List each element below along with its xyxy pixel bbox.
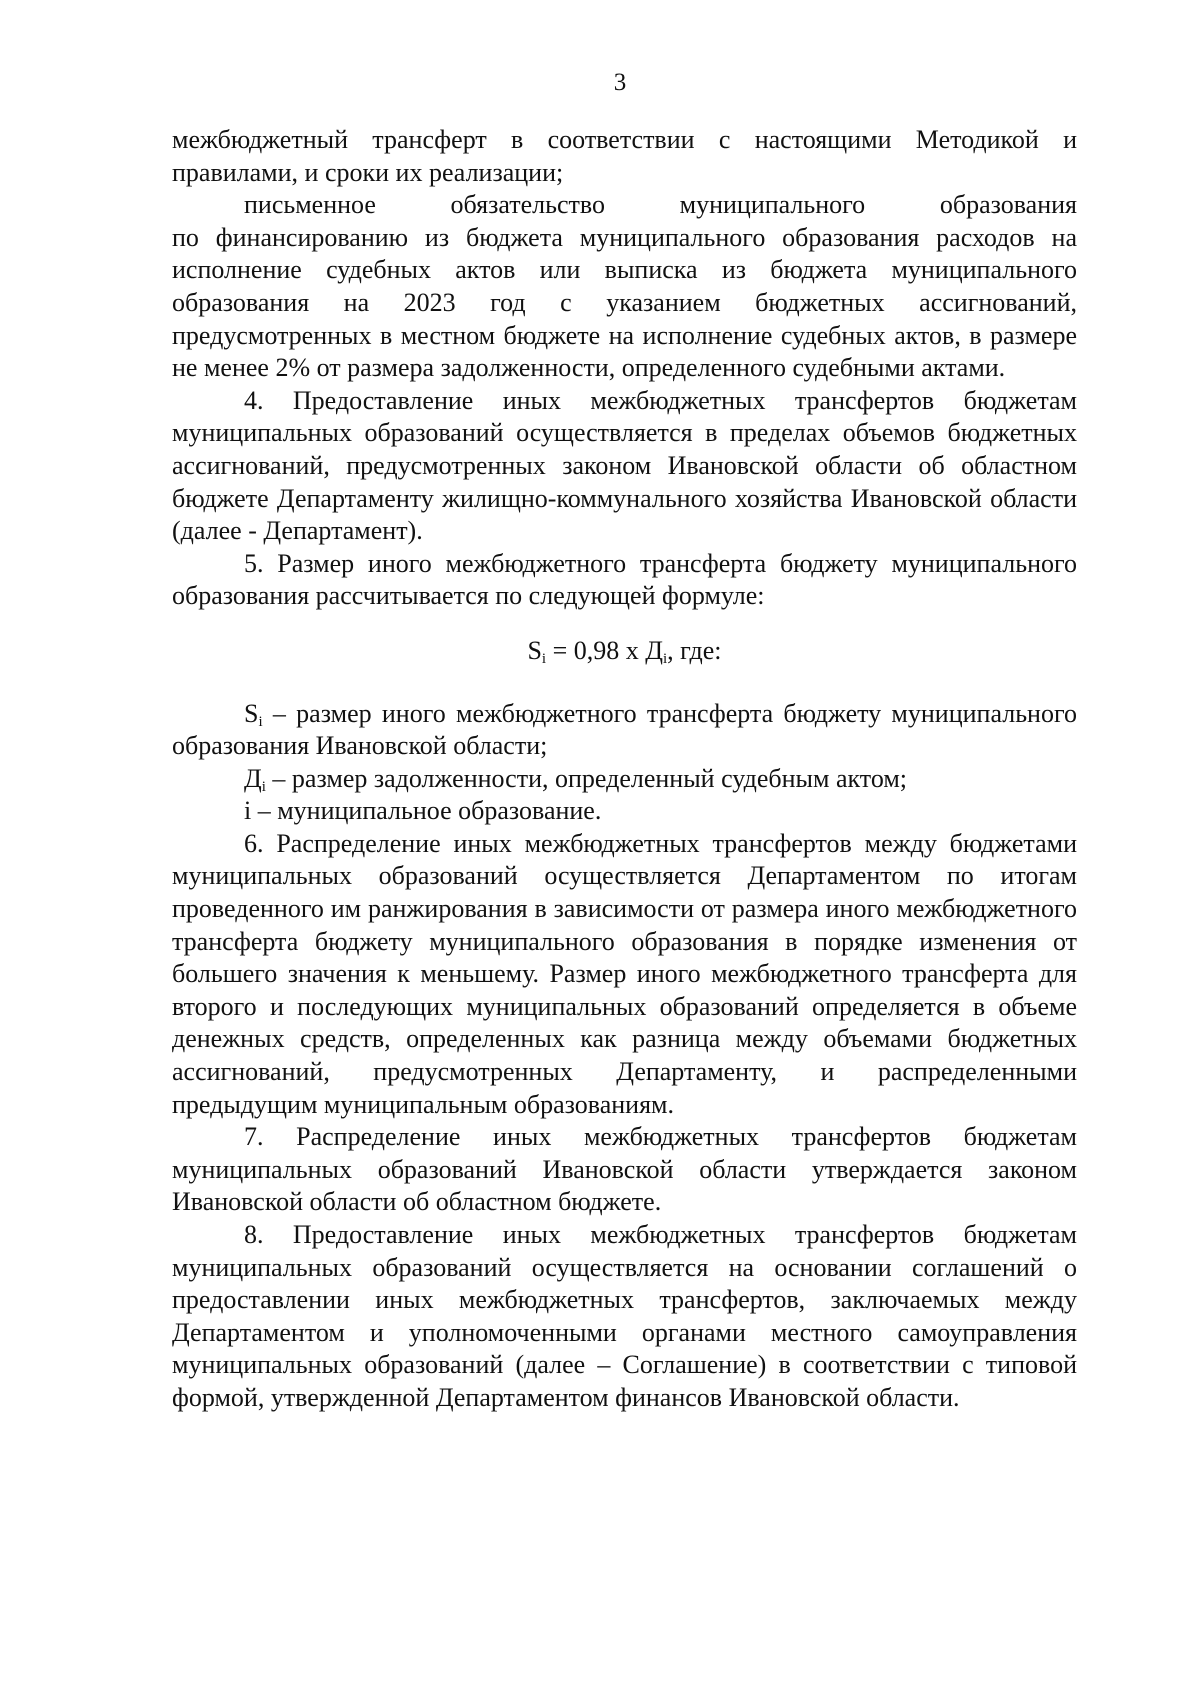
definition-d-subscript: i (261, 778, 266, 795)
paragraph-obligation-line1: письменное обязательство муниципального образования (244, 190, 1077, 220)
paragraph-7: 7. Распределение иных межбюджетных трансфертов бюджетам муниципальных образований Ивановской области утверждается законом Ивановской области об областном бюджете. (172, 1122, 1077, 1217)
definition-d (172, 763, 1077, 796)
definition-s (172, 698, 1077, 763)
paragraph-continuation-line1: межбюджетный трансферт в соответствии с настоящими Методикой и (172, 125, 1077, 154)
formula-rhs-subscript: i (663, 650, 668, 667)
paragraph-4: 4. Предоставление иных межбюджетных трансфертов бюджетам муниципальных образований осуществляется в пределах объемов бюджетных ассигнований, предусмотренных законом Ивановской области об областном бюджете Департаменту жилищно-коммунального хозяйства Ивановской области (далее - Департамент). (172, 385, 1077, 546)
page-number: 3 (613, 69, 627, 96)
definition-s-symbol: S (244, 698, 259, 728)
paragraph-continuation-line2: правилами, и сроки их реализации; (172, 157, 564, 187)
formula (172, 635, 1077, 668)
formula-lhs-subscript: i (541, 650, 547, 667)
definition-d-symbol: Д (244, 763, 262, 793)
formula-middle: = 0,98 х Д (546, 635, 663, 665)
formula-tail: , где: (667, 635, 722, 665)
paragraph-obligation-rest: по финансированию из бюджета муниципального образования расходов на исполнение судебных актов или выписка из бюджета муниципального образования на 2023 год с указанием бюджетных ассигнований, предусмотренных в местном бюджете на исполнение судебных актов, в размере не менее 2% от размера задолженности, определенного судебными актами. (172, 222, 1077, 383)
paragraph-5: 5. Размер иного межбюджетного трансферта бюджету муниципального образования рассчитывается по следующей формуле: (172, 548, 1077, 611)
definition-i: i – муниципальное образование. (244, 796, 602, 826)
document-body (172, 124, 1077, 1415)
formula-lhs: S (527, 635, 542, 665)
paragraph-6: 6. Распределение иных межбюджетных трансфертов между бюджетами муниципальных образований осуществляется Департаментом по итогам проведенного им ранжирования в зависимости от размера иного межбюджетного трансферта бюджету муниципального образования в порядке изменения от большего значения к меньшему. Размер иного межбюджетного трансферта для второго и последующих муниципальных образований определяется в объеме денежных средств, определенных как разница между объемами бюджетных ассигнований, предусмотренных Департаменту, и распределенными предыдущим муниципальным образованиям. (172, 828, 1077, 1119)
definition-s-subscript: i (258, 713, 263, 730)
paragraph-8: 8. Предоставление иных межбюджетных трансфертов бюджетам муниципальных образований осуществляется на основании соглашений о предоставлении иных межбюджетных трансфертов, заключаемых между Департаментом и уполномоченными органами местного самоуправления муниципальных образований (далее – Соглашение) в соответствии с типовой формой, утвержденной Департаментом финансов Ивановской области. (172, 1220, 1077, 1412)
definition-d-text: – размер задолженности, определенный судебным актом; (265, 763, 908, 793)
definition-s-text: – размер иного межбюджетного трансферта бюджету муниципального образования Ивановской области; (172, 698, 1077, 761)
